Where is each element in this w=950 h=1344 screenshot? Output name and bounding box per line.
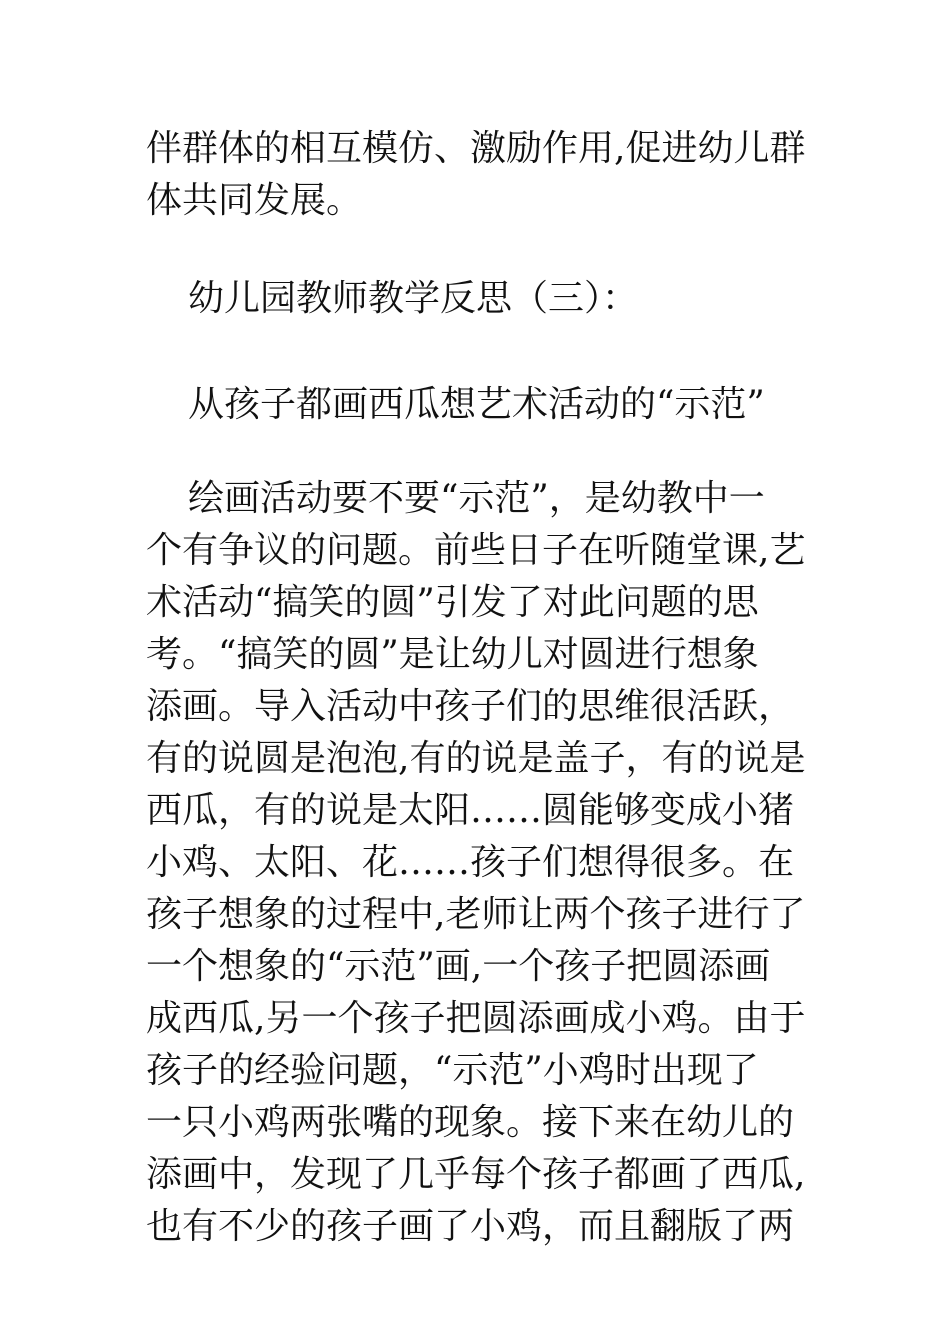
paragraph-line: 成西瓜,另一个孩子把圆添画成小鸡。由于 bbox=[146, 998, 806, 1039]
paragraph-line: 一个想象的“示范”画,一个孩子把圆添画 bbox=[146, 946, 771, 987]
paragraph-line: 伴群体的相互模仿、激励作用,促进幼儿群 bbox=[146, 128, 806, 169]
paragraph-line: 孩子想象的过程中,老师让两个孩子进行了 bbox=[146, 894, 806, 935]
paragraph-line: 考。“搞笑的圆”是让幼儿对圆进行想象 bbox=[146, 634, 759, 675]
paragraph-line: 绘画活动要不要“示范”，是幼教中一 bbox=[188, 478, 765, 519]
paragraph-line: 个有争议的问题。前些日子在听随堂课,艺 bbox=[146, 530, 806, 571]
paragraph-line: 有的说圆是泡泡,有的说是盖子，有的说是 bbox=[146, 738, 806, 779]
paragraph-line: 孩子的经验问题，“示范”小鸡时出现了 bbox=[146, 1050, 759, 1091]
paragraph-line: 西瓜，有的说是太阳……圆能够变成小猪 bbox=[146, 790, 795, 831]
paragraph-line: 术活动“搞笑的圆”引发了对此问题的思 bbox=[146, 582, 759, 623]
paragraph-line: 小鸡、太阳、花……孩子们想得很多。在 bbox=[146, 842, 795, 883]
section-heading: 幼儿园教师教学反思（三）： bbox=[188, 278, 639, 319]
article-title: 从孩子都画西瓜想艺术活动的“示范” bbox=[188, 384, 765, 425]
paragraph-line: 添画。导入活动中孩子们的思维很活跃， bbox=[146, 686, 795, 727]
paragraph-line: 添画中，发现了几乎每个孩子都画了西瓜, bbox=[146, 1154, 806, 1195]
paragraph-line: 一只小鸡两张嘴的现象。接下来在幼儿的 bbox=[146, 1102, 795, 1143]
paragraph-line: 也有不少的孩子画了小鸡，而且翻版了两 bbox=[146, 1206, 795, 1247]
paragraph-line: 体共同发展。 bbox=[146, 180, 363, 221]
